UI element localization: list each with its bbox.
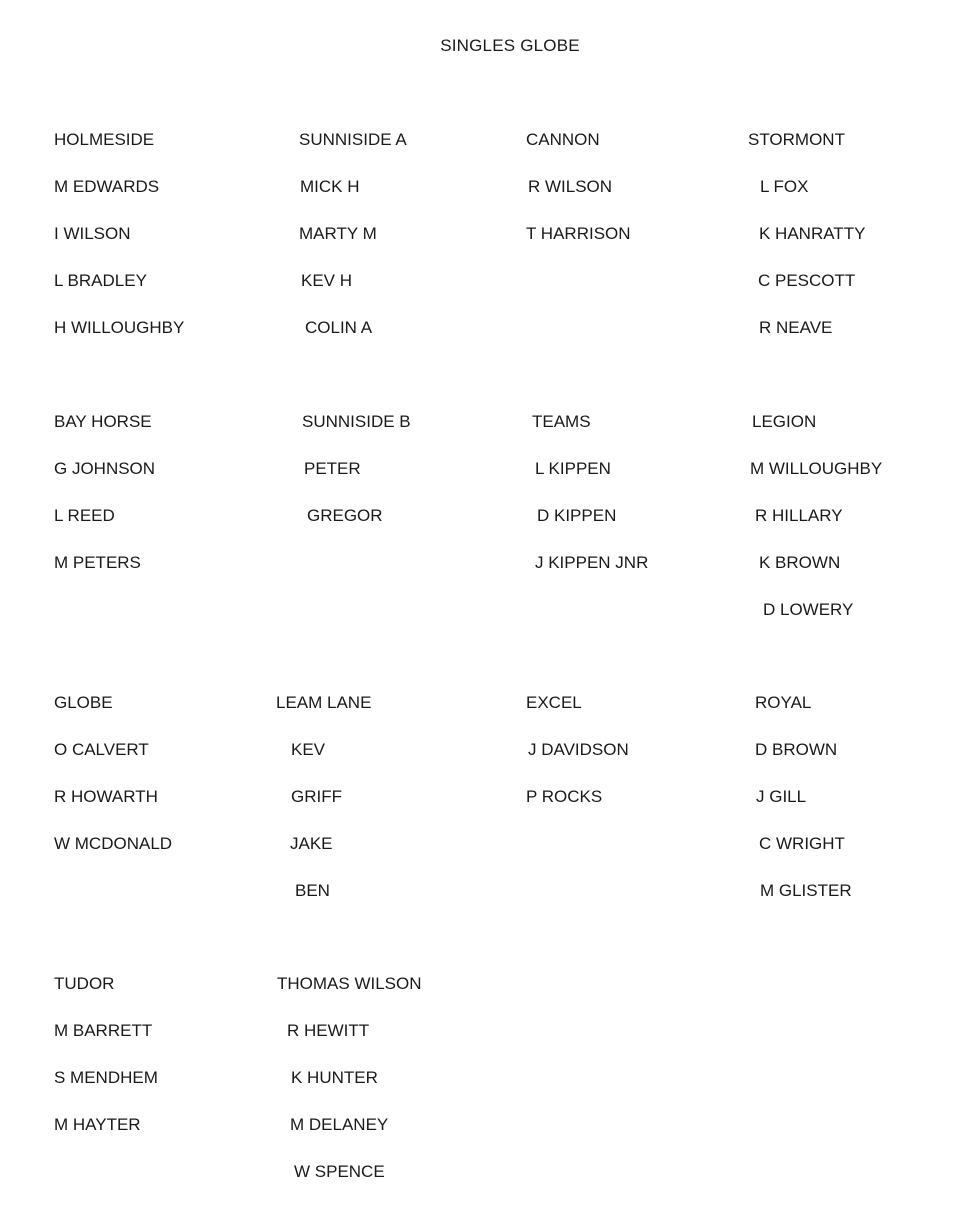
team-name: GLOBE	[54, 693, 113, 712]
player-name: KEV H	[301, 271, 353, 290]
player-name: K HANRATTY	[759, 224, 866, 243]
team-name: EXCEL	[526, 693, 582, 712]
player-name: K HUNTER	[291, 1068, 378, 1087]
player-name: C PESCOTT	[758, 271, 856, 290]
player-name: K BROWN	[759, 553, 841, 572]
team-name: BAY HORSE	[54, 412, 152, 431]
player-name: PETER	[304, 459, 361, 478]
player-name: W SPENCE	[294, 1162, 385, 1181]
team-name: STORMONT	[748, 130, 845, 149]
player-name: KEV	[291, 740, 326, 759]
player-name: L REED	[54, 506, 115, 525]
player-name: D BROWN	[755, 740, 838, 759]
team-name: THOMAS WILSON	[277, 974, 422, 993]
team-name: TEAMS	[532, 412, 591, 431]
player-name: L KIPPEN	[535, 459, 611, 478]
player-name: L BRADLEY	[54, 271, 147, 290]
page-title: SINGLES GLOBE	[440, 36, 580, 55]
player-name: D LOWERY	[763, 600, 854, 619]
player-name: R WILSON	[528, 177, 613, 196]
player-name: H WILLOUGHBY	[54, 318, 185, 337]
player-name: S MENDHEM	[54, 1068, 158, 1087]
player-name: G JOHNSON	[54, 459, 156, 478]
player-name: W MCDONALD	[54, 834, 173, 853]
team-name: TUDOR	[54, 974, 115, 993]
player-name: O CALVERT	[54, 740, 149, 759]
team-name: SUNNISIDE B	[302, 412, 411, 431]
player-name: M GLISTER	[760, 881, 852, 900]
player-name: D KIPPEN	[537, 506, 617, 525]
player-name: MARTY M	[299, 224, 377, 243]
player-name: J KIPPEN JNR	[535, 553, 649, 572]
player-name: BEN	[295, 881, 330, 900]
player-name: J GILL	[756, 787, 807, 806]
player-name: R HILLARY	[755, 506, 843, 525]
player-name: I WILSON	[54, 224, 131, 243]
team-name: LEGION	[752, 412, 817, 431]
player-name: M HAYTER	[54, 1115, 141, 1134]
player-name: T HARRISON	[526, 224, 631, 243]
player-name: M BARRETT	[54, 1021, 153, 1040]
player-name: MICK H	[300, 177, 360, 196]
player-name: M PETERS	[54, 553, 141, 572]
player-name: JAKE	[290, 834, 333, 853]
team-name: ROYAL	[755, 693, 812, 712]
player-name: R NEAVE	[759, 318, 833, 337]
team-name: CANNON	[526, 130, 600, 149]
player-name: L FOX	[760, 177, 809, 196]
player-name: M WILLOUGHBY	[750, 459, 883, 478]
player-name: R HEWITT	[287, 1021, 370, 1040]
team-name: HOLMESIDE	[54, 130, 155, 149]
player-name: GREGOR	[307, 506, 383, 525]
player-name: C WRIGHT	[759, 834, 845, 853]
player-name: GRIFF	[291, 787, 342, 806]
player-name: J DAVIDSON	[528, 740, 629, 759]
player-name: M EDWARDS	[54, 177, 160, 196]
team-name: SUNNISIDE A	[299, 130, 407, 149]
player-name: P ROCKS	[526, 787, 603, 806]
player-name: M DELANEY	[290, 1115, 389, 1134]
team-name: LEAM LANE	[276, 693, 372, 712]
player-name: R HOWARTH	[54, 787, 158, 806]
player-name: COLIN A	[305, 318, 373, 337]
